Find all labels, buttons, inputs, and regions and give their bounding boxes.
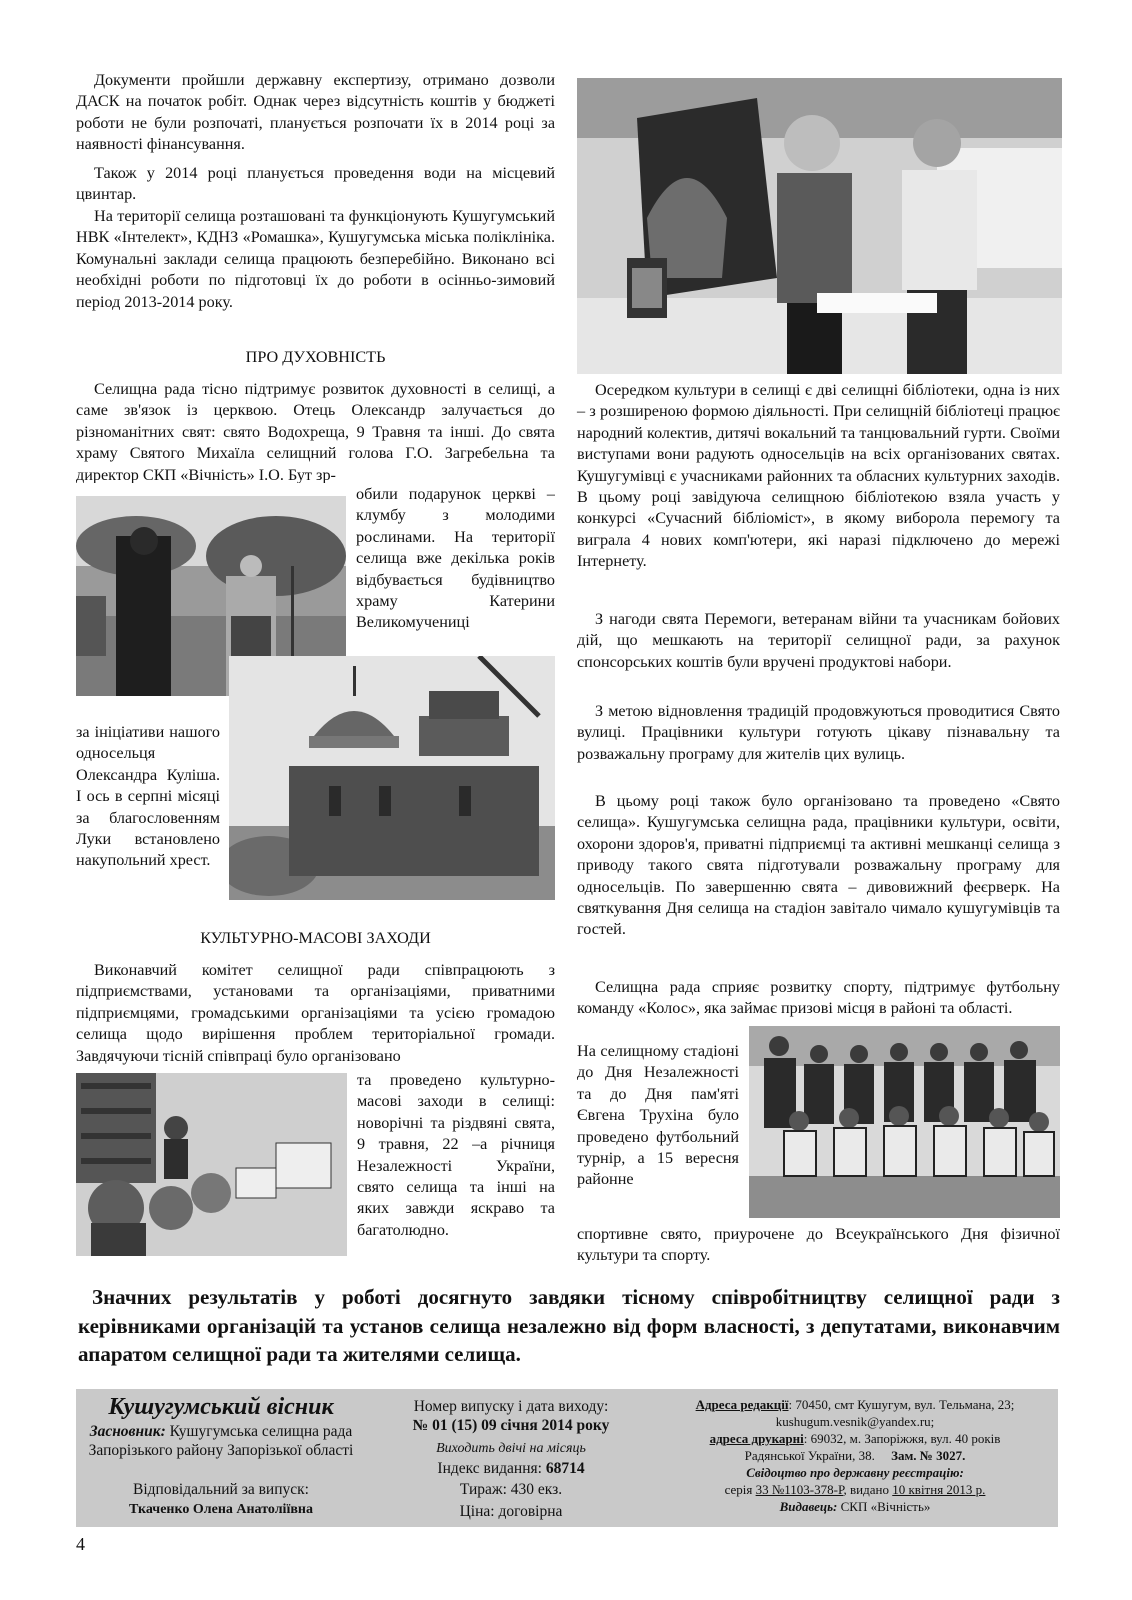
heading-spirituality: ПРО ДУХОВНІСТЬ bbox=[245, 348, 386, 366]
printing-address bbox=[656, 1431, 1054, 1448]
circulation: Тираж: 430 екз. bbox=[459, 1481, 563, 1498]
editorial-address bbox=[656, 1397, 1054, 1414]
printing-address-2 bbox=[656, 1448, 1054, 1465]
responsible-value: Ткаченко Олена Анатоліївна bbox=[129, 1502, 313, 1517]
intro-paragraph-1: Документи пройшли державну експертизу, отримано дозволи ДАСК на початок робіт. Однак через відсутність коштів у бюджеті роботи не були розпочаті, планується розпочати їх в 2014 році за наявності фінансування. bbox=[76, 71, 555, 154]
sport-text-left-of-photo: На селищному стадіоні до Дня Незалежності та до Дня пам'яті Євгена Трухіна було проведено футбольний турнір, а 15 вересня районне bbox=[577, 1042, 739, 1189]
culture-text-right-of-photo: та проведено культурно-масові заходи в селищі: новорічні та різдвяні свята, 9 травня, 22 –а річниця Незалежності України, свято селища та інші на яких завжди яскраво та багатолюдно. bbox=[357, 1071, 555, 1239]
founder-label: Засновник: bbox=[89, 1423, 166, 1440]
printing-value: : 69032, м. Запоріжжя, вул. 40 років bbox=[803, 1431, 1001, 1446]
editorial-label: Адреса редакції bbox=[695, 1397, 789, 1412]
certificate-middle: , видано bbox=[843, 1482, 893, 1497]
issue-value: № 01 (15) 09 січня 2014 року bbox=[412, 1417, 610, 1434]
library-paragraph: Осередком культури в селищі є дві селищні бібліотеки, одна із них – з розширеною формою діяльності. При селищній бібліотеці працює народний колектив, дитячі вокальний та танцювальний гурти. Своїми виступами вони радують односельців на всіх організованих святах. Кушугумівці є учасниками районних та обласних культурних заходів. В цьому році завідуюча селищною бібліотекою взяла участь у конкурсі «Сучасний бібліоміст», в якому виборола перемогу та виграла 4 нових комп'ютери, які наразі підключено до мережі Інтернету. bbox=[577, 381, 1060, 571]
frequency: Виходить двічі на місяць bbox=[436, 1441, 586, 1456]
intro-paragraph-2: Також у 2014 році планується проведення води на місцевий цвинтар. bbox=[76, 164, 555, 204]
editorial-value: : 70450, смт Кушугум, вул. Тельмана, 23; bbox=[788, 1397, 1015, 1412]
spirituality-paragraph bbox=[76, 379, 555, 483]
football-team-photo bbox=[749, 1026, 1060, 1218]
publisher-line bbox=[656, 1499, 1054, 1516]
responsible-label: Відповідальний за випуск: bbox=[133, 1481, 309, 1498]
newspaper-title: Кушугумський вісник bbox=[108, 1394, 334, 1420]
publisher-value: СКП «Вічність» bbox=[837, 1499, 931, 1514]
certificate-number: 33 №1103-378-Р bbox=[755, 1482, 844, 1497]
culture-paragraph: Виконавчий комітет селищної ради співпрацюють з підприємствами, установами та організаціями, приватними підприємцями, громадськими організаціями та усією громадою селища щодо вирішення проблем територіальної громади. Завдячуючи тісній співпраці було організовано bbox=[76, 961, 555, 1065]
heading-cultural-events: КУЛЬТУРНО-МАСОВІ ЗАХОДИ bbox=[200, 929, 431, 947]
library-photo bbox=[76, 1073, 347, 1256]
order-number: Зам. № 3027. bbox=[891, 1448, 966, 1463]
awards-photo bbox=[577, 78, 1062, 374]
certificate-line bbox=[656, 1482, 1054, 1499]
certificate-prefix: серія bbox=[724, 1482, 756, 1497]
sport-paragraph: Селищна рада сприяє розвитку спорту, підтримує футбольну команду «Колос», яка займає призові місця в районі та області. bbox=[577, 978, 1060, 1018]
victory-paragraph: З нагоди свята Перемоги, ветеранам війни та учасникам бойових дій, що мешкають на території селищної ради, за рахунок спонсорських коштів були вручені продуктові набори. bbox=[577, 610, 1060, 671]
village-festival-paragraph: В цьому році також було організовано та проведено «Свято селища». Кушугумська селищна рада, працівники культури, освіти, охорони здоров'я, приватні підприємці та активні мешканці селища з приводу такого свята підготували розважальну програму для односельців. По завершенню свята – дивовижний феєрверк. На святкування Дня селища на стадіон завітало чимало кушугумівців та гостей. bbox=[577, 792, 1060, 939]
issue-label: Номер випуску і дата виходу: bbox=[413, 1398, 609, 1415]
certificate-label: Свідоцтво про державну реєстрацію: bbox=[746, 1465, 964, 1480]
spirituality-text-left-of-construction: за ініціативи нашого односельця Олександра Куліша. І ось в серпні місяці за благословенням Луки встановлено накупольний хрест. bbox=[76, 723, 220, 870]
temple-construction-photo bbox=[229, 656, 555, 900]
printing-value-2: Радянської України, 38. bbox=[744, 1448, 875, 1463]
index-value: 68714 bbox=[545, 1460, 585, 1477]
founder-block bbox=[78, 1423, 364, 1460]
price: Ціна: договірна bbox=[459, 1503, 563, 1520]
certificate-date: 10 квітня 2013 р. bbox=[892, 1482, 986, 1497]
summary-statement: Значних результатів у роботі досягнуто завдяки тісному співробітництву селищної ради з керівниками організацій та установ селища незалежно від форм власності, з депутатами, виконавчим апаратом селищної ради та жителями селища. bbox=[78, 1285, 1060, 1366]
masthead bbox=[76, 1389, 1058, 1527]
spirituality-text-right-of-photo: обили подарунок церкві – клумбу з молодими рослинами. На території селища вже декілька років відбувається будівництво храму Катерини Великомучениці bbox=[356, 485, 555, 632]
intro-paragraph-3: На території селища розташовані та функціонують Кушугумський НВК «Інтелект», КДНЗ «Ромашка», Кушугумська міська поліклініка. Комунальні заклади селища працюють безперебійно. Виконано всі необхідні роботи по підготовці їх до роботи в осінньо-зимовий період 2013-2014 року. bbox=[76, 207, 555, 311]
email: kushugum.vesnik@yandex.ru; bbox=[775, 1414, 935, 1429]
publisher-label: Видавець: bbox=[779, 1499, 838, 1514]
index-line bbox=[371, 1459, 651, 1478]
spirituality-text-start: Селищна рада тісно підтримує розвиток духовності в селищі, а саме зв'язок із церквою. Отець Олександр залучається до різноманітних свят: свято Водохреща, 9 Травня та інші. До свята храму Святого Михаїла селищний голова Г.О. Загребельна та директор СКП «Вічність» І.О. Бут зр- bbox=[76, 380, 555, 483]
sport-text-end: спортивне свято, приурочене до Всеукраїнського Дня фізичної культури та спорту. bbox=[577, 1225, 1060, 1265]
page-number: 4 bbox=[76, 1534, 85, 1554]
founder-value: Кушугумська селищна рада Запорізького району Запорізької області bbox=[88, 1423, 354, 1459]
street-festival-paragraph: З метою відновлення традицій продовжуються проводитися Свято вулиці. Працівники культури готують цікаву пізнавальну та розважальну програму для жителів цих вулиць. bbox=[577, 702, 1060, 763]
index-label: Індекс видання: bbox=[437, 1460, 542, 1477]
printing-label: адреса друкарні bbox=[709, 1431, 804, 1446]
